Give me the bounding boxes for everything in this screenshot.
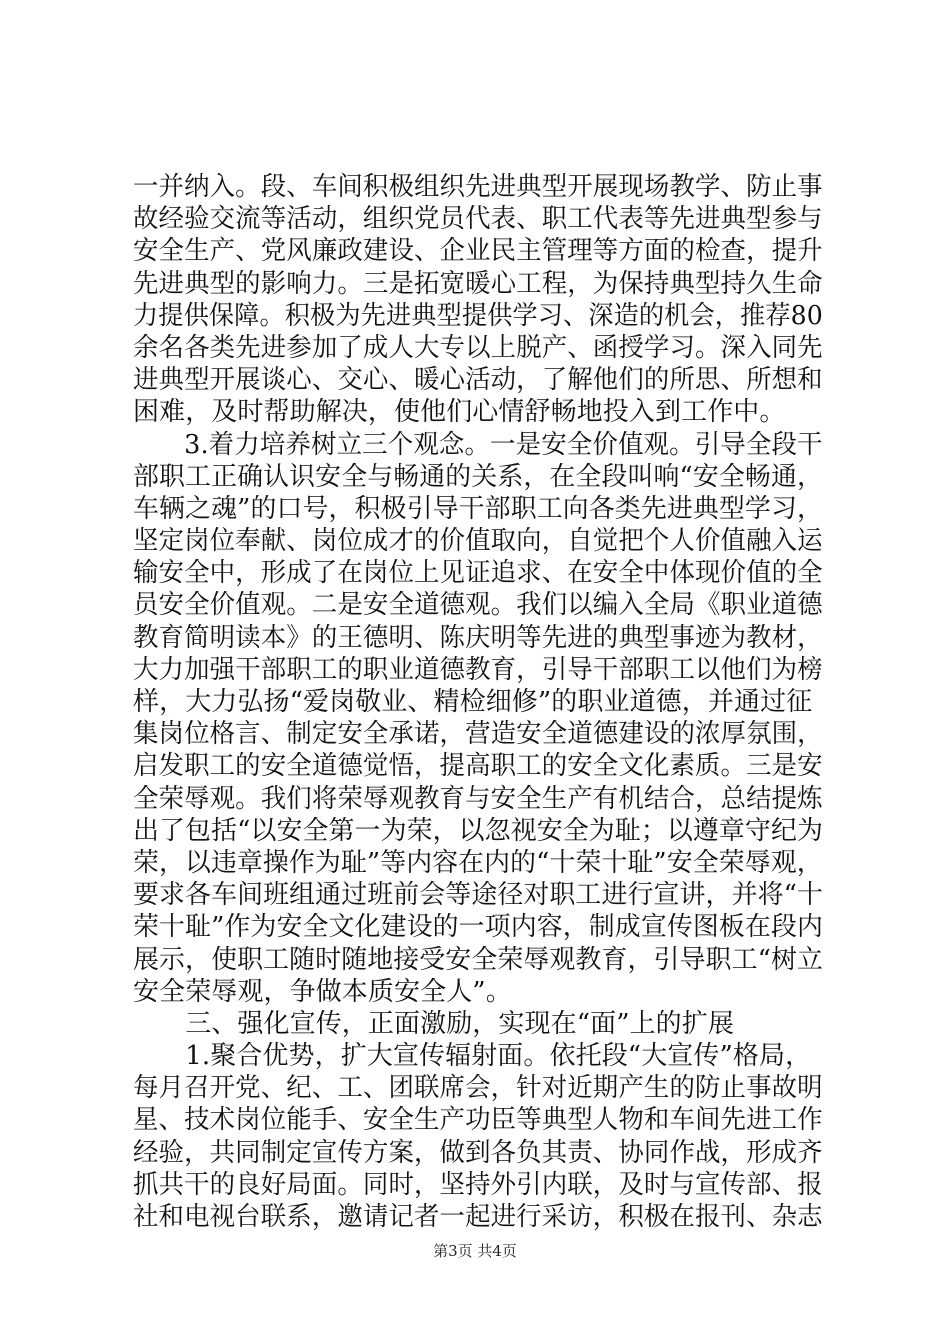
text-line: 先进典型的影响力。三是拓宽暖心工程，为保持典型持久生命 (133, 268, 823, 299)
text-line: 1.聚合优势，扩大宣传辐射面。依托段“大宣传”格局， (133, 1041, 812, 1072)
text-line: 3.着力培养树立三个观念。一是安全价值观。引导全段干 (133, 429, 823, 460)
text-line: 余名各类先进参加了成人大专以上脱产、函授学习。深入同先 (133, 332, 823, 363)
text-line: 样，大力弘扬“爱岗敬业、精检细修”的职业道德，并通过征 (133, 687, 813, 717)
text-line: 安全荣辱观，争做本质安全人”。 (133, 976, 512, 1007)
text-line: 抓共干的良好局面。同时，坚持外引内联，及时与宣传部、报 (133, 1169, 823, 1200)
text-line: 三、强化宣传，正面激励，实现在“面”上的扩展 (133, 1008, 734, 1039)
text-line: 社和电视台联系，邀请记者一起进行采访，积极在报刊、杂志 (133, 1202, 823, 1232)
text-line: 教育简明读本》的王德明、陈庆明等先进的典型事迹为教材， (133, 622, 823, 653)
text-line: 一并纳入。段、车间积极组织先进典型开展现场教学、防止事 (133, 172, 823, 202)
text-line: 进典型开展谈心、交心、暖心活动，了解他们的所思、所想和 (133, 365, 823, 396)
text-line: 坚定岗位奉献、岗位成才的价值取向，自觉把个人价值融入运 (133, 526, 823, 557)
text-line: 困难，及时帮助解决，使他们心情舒畅地投入到工作中。 (133, 397, 786, 428)
text-line: 荣，以违章操作为耻”等内容在内的“十荣十耻”安全荣辱观， (133, 847, 823, 878)
text-line: 每月召开党、纪、工、团联席会，针对近期产生的防止事故明 (133, 1073, 823, 1104)
text-line: 输安全中，形成了在岗位上见证追求、在安全中体现价值的全 (133, 558, 823, 589)
text-line: 展示，使职工随时随地接受安全荣辱观教育，引导职工“树立 (133, 944, 823, 975)
text-line: 车辆之魂”的口号，积极引导干部职工向各类先进典型学习， (133, 493, 823, 524)
body-text (133, 171, 823, 1233)
text-line: 集岗位格言、制定安全承诺，营造安全道德建设的浓厚氛围， (133, 719, 823, 750)
text-line: 力提供保障。积极为先进典型提供学习、深造的机会，推荐80 (133, 300, 823, 331)
page-footer: 第3页 共4页 (433, 1242, 517, 1260)
text-line: 全荣辱观。我们将荣辱观教育与安全生产有机结合，总结提炼 (133, 783, 823, 814)
text-line: 经验，共同制定宣传方案，做到各负其责、协同作战，形成齐 (133, 1137, 823, 1168)
text-line: 荣十耻”作为安全文化建设的一项内容，制成宣传图板在段内 (133, 912, 823, 943)
text-line: 星、技术岗位能手、安全生产功臣等典型人物和车间先进工作 (133, 1105, 823, 1136)
text-line: 安全生产、党风廉政建设、企业民主管理等方面的检查，提升 (133, 236, 823, 267)
text-line: 员安全价值观。二是安全道德观。我们以编入全局《职业道德 (133, 590, 823, 621)
text-line: 启发职工的安全道德觉悟，提高职工的安全文化素质。三是安 (133, 751, 823, 782)
text-line: 要求各车间班组通过班前会等途径对职工进行宣讲，并将“十 (133, 880, 823, 911)
text-line: 出了包括“以安全第一为荣，以忽视安全为耻；以遵章守纪为 (133, 815, 823, 846)
text-line: 部职工正确认识安全与畅通的关系，在全段叫响“安全畅通， (133, 461, 823, 492)
text-line: 故经验交流等活动，组织党员代表、职工代表等先进典型参与 (133, 204, 823, 235)
text-line: 大力加强干部职工的职业道德教育，引导干部职工以他们为榜 (133, 654, 823, 685)
